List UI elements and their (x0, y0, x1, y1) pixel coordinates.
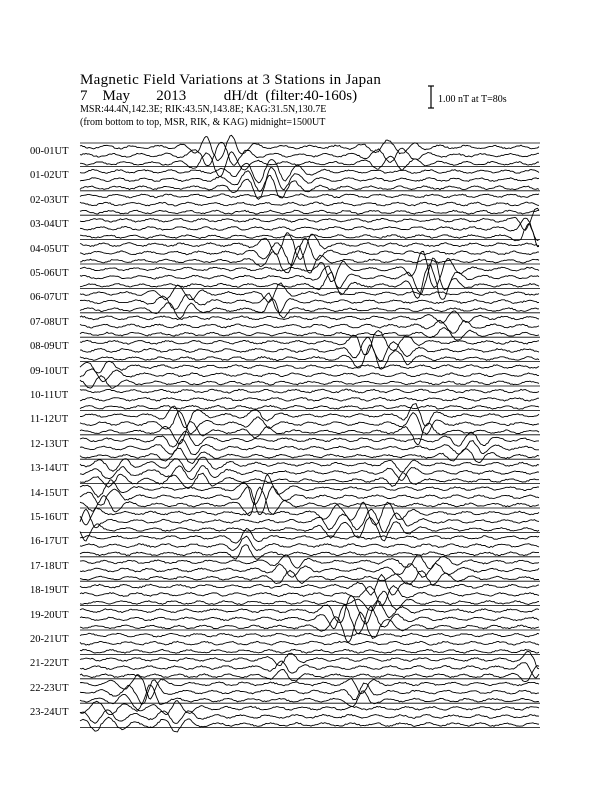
scale-bar (428, 86, 434, 108)
hour-label: 02-03UT (30, 194, 69, 206)
trace-kag (80, 404, 539, 428)
hour-label: 09-10UT (30, 365, 69, 377)
trace-rik (80, 202, 539, 206)
hour-label: 23-24UT (30, 707, 69, 719)
hour-label: 06-07UT (30, 292, 69, 304)
trace-rik (80, 397, 539, 401)
station-coordinates: MSR:44.4N,142.3E; RIK:43.5N,143.8E; KAG:31.5N,130.7E (80, 104, 327, 115)
hour-label: 05-06UT (30, 268, 69, 279)
hour-label: 21-22UT (30, 658, 69, 670)
filter: (filter:40-160s) (265, 88, 358, 104)
month: May (102, 88, 130, 104)
trace-msr (80, 448, 539, 464)
trace-kag (80, 528, 539, 543)
trace-msr (80, 405, 539, 409)
trace-msr (80, 649, 539, 653)
chart-title: Magnetic Field Variations at 3 Stations in Japan (80, 72, 382, 88)
hour-label: 14-15UT (30, 487, 69, 499)
trace-rik (80, 563, 539, 577)
trace-rik (80, 710, 539, 724)
trace-kag (80, 633, 539, 637)
hour-label: 17-18UT (30, 560, 69, 572)
trace-msr (80, 328, 539, 340)
trace-kag (80, 701, 539, 715)
trace-kag (80, 331, 539, 355)
year: 2013 (156, 88, 187, 104)
hour-label: 11-12UT (30, 414, 69, 426)
scale-label: 1.00 nT at T=80s (438, 94, 507, 105)
trace-rik (80, 641, 539, 645)
hour-label: 22-23UT (30, 682, 69, 694)
hour-label: 15-16UT (30, 512, 69, 523)
hour-label: 18-19UT (30, 585, 69, 597)
day: 7 (80, 88, 88, 104)
hour-label: 07-08UT (30, 316, 69, 328)
trace-rik (80, 369, 539, 382)
trace-rik (80, 466, 539, 481)
hour-label: 16-17UT (30, 536, 69, 548)
hour-label: 13-14UT (30, 463, 69, 475)
hour-label: 20-21UT (30, 634, 69, 645)
station-order-note: (from bottom to top, MSR, RIK, & KAG) midnight=1500UT (80, 117, 326, 128)
trace-msr (80, 473, 539, 489)
hour-label: 03-04UT (30, 219, 69, 231)
hour-label: 19-20UT (30, 609, 69, 621)
hour-label: 08-09UT (30, 341, 69, 353)
trace-msr (80, 570, 539, 585)
trace-rik (80, 605, 539, 634)
trace-kag (80, 194, 539, 198)
trace-msr (80, 210, 539, 214)
hour-label: 10-11UT (30, 390, 69, 401)
trace-kag (80, 135, 539, 160)
hour-label: 01-02UT (30, 170, 69, 182)
trace-rik (80, 320, 539, 333)
trace-kag (80, 251, 539, 287)
trace-kag (80, 675, 539, 699)
quantity: dH/dt (223, 88, 258, 104)
trace-msr (80, 612, 539, 642)
trace-kag (80, 431, 539, 447)
trace-msr (80, 545, 539, 560)
trace-kag (80, 389, 539, 393)
hour-label: 00-01UT (30, 146, 69, 157)
hour-label: 04-05UT (30, 243, 69, 255)
trace-kag (80, 361, 539, 373)
hour-label: 12-13UT (30, 438, 69, 450)
